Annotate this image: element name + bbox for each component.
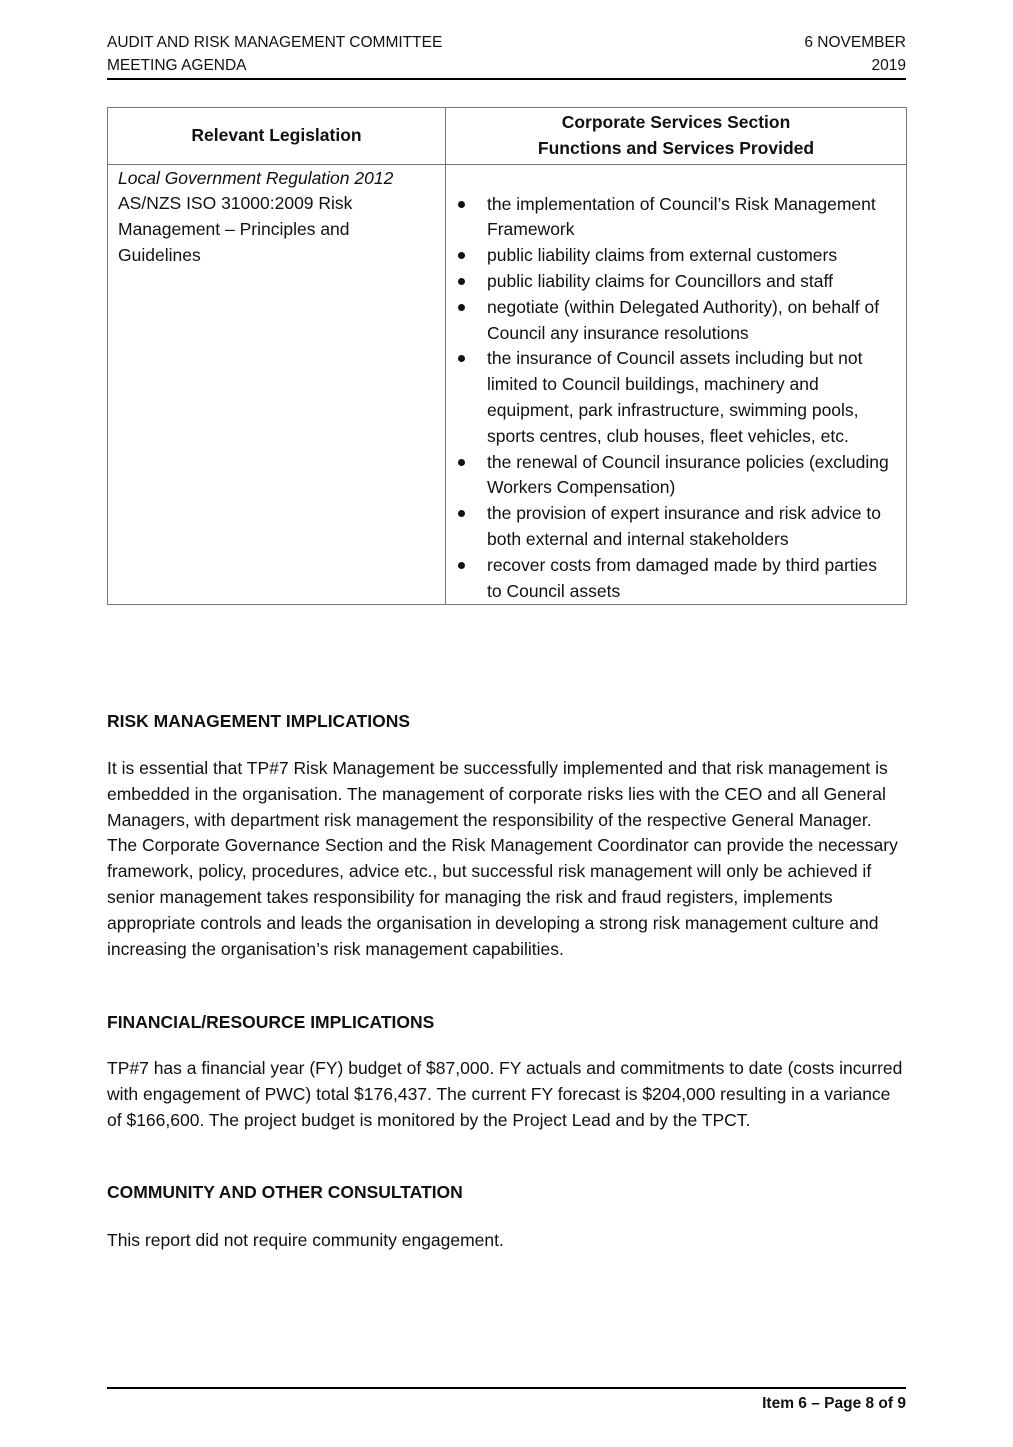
page-number: Item 6 – Page 8 of 9: [762, 1395, 906, 1412]
header-year: 2019: [871, 57, 906, 74]
table-header-legislation: Relevant Legislation: [108, 108, 446, 165]
legislation-standard: AS/NZS ISO 31000:2009 Risk Management – Principles and Guidelines: [118, 193, 353, 265]
services-cell: [446, 164, 907, 605]
header-divider: [107, 78, 906, 80]
community-heading: COMMUNITY AND OTHER CONSULTATION: [107, 1182, 463, 1202]
list-item: recover costs from damaged made by third parties to Council assets: [456, 553, 896, 605]
risk-paragraph: It is essential that TP#7 Risk Management be successfully implemented and that risk management is embedded in the organisation. The management of corporate risks lies with the CEO and all General Managers, with department risk management the responsibility of the respective General Manager. The Corporate Governance Section and the Risk Management Coordinator can provide the necessary framework, policy, procedures, advice etc., but successful risk management will only be achieved if senior management takes responsibility for managing the risk and fraud registers, implements appropriate controls and leads the organisation in developing a strong risk management culture and increasing the organisation’s risk management capabilities.: [107, 758, 898, 959]
list-item: the provision of expert insurance and risk advice to both external and internal stakeholders: [456, 501, 896, 553]
header-left: [107, 31, 442, 77]
list-item: the insurance of Council assets including but not limited to Council buildings, machinery and equipment, park infrastructure, swimming pools, sports centres, club houses, fleet vehicles, etc.: [456, 346, 896, 449]
list-item: the implementation of Council’s Risk Management Framework: [456, 192, 896, 244]
table-header-services: [446, 108, 907, 165]
table-header-services-line2: Functions and Services Provided: [537, 137, 815, 158]
community-paragraph: This report did not require community engagement.: [107, 1230, 504, 1250]
header-document-type: MEETING AGENDA: [107, 57, 247, 74]
table-header-services-line1: Corporate Services Section: [561, 112, 791, 132]
list-item: the renewal of Council insurance policies (excluding Workers Compensation): [456, 450, 896, 502]
legislation-cell: [108, 164, 446, 605]
financial-paragraph: TP#7 has a financial year (FY) budget of $87,000. FY actuals and commitments to date (costs incurred with engagement of PWC) total $176,437. The current FY forecast is $204,000 resulting in a variance of $166,600. The project budget is monitored by the Project Lead and by the TPCT.: [107, 1058, 903, 1130]
list-item: public liability claims from external customers: [456, 243, 896, 269]
list-item: negotiate (within Delegated Authority), on behalf of Council any insurance resolutions: [456, 295, 896, 347]
risk-heading: RISK MANAGEMENT IMPLICATIONS: [107, 711, 411, 731]
legislation-table: [107, 107, 907, 605]
footer-divider: [107, 1387, 906, 1389]
legislation-regulation: Local Government Regulation 2012: [118, 167, 394, 188]
services-list: [456, 192, 896, 605]
list-item: public liability claims for Councillors and staff: [456, 269, 896, 295]
table-row: [108, 164, 907, 605]
header-date: 6 NOVEMBER: [804, 34, 906, 51]
table-header-row: [108, 108, 907, 165]
agenda-page: [107, 0, 906, 1447]
header-committee-title: AUDIT AND RISK MANAGEMENT COMMITTEE: [107, 34, 443, 51]
header-right: [804, 31, 906, 77]
financial-heading: FINANCIAL/RESOURCE IMPLICATIONS: [107, 1012, 435, 1032]
